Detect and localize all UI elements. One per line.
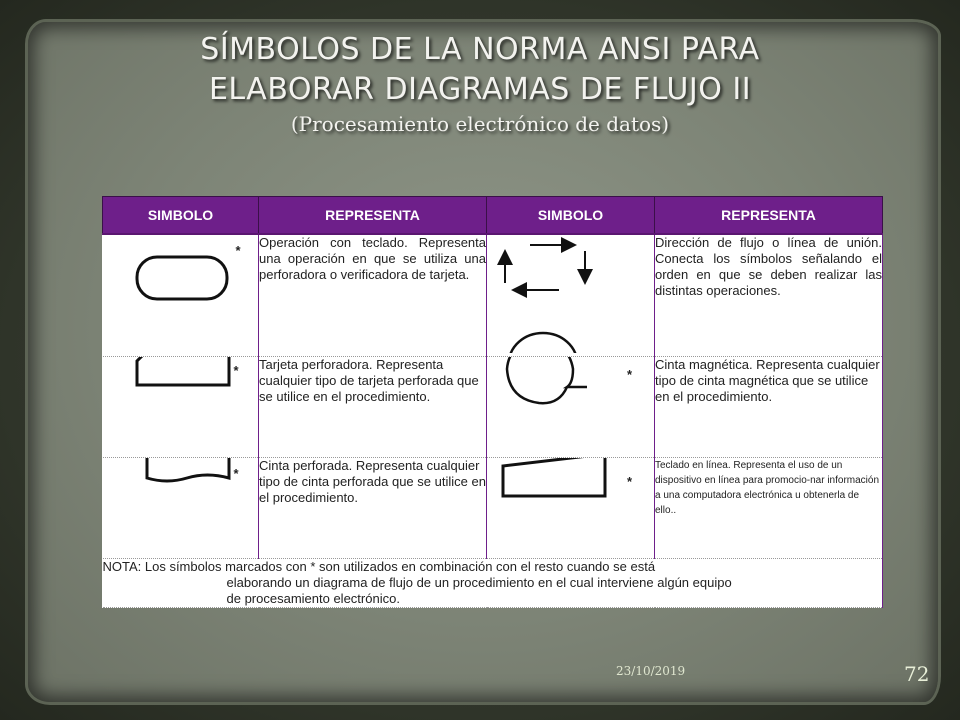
table-row [103,458,883,559]
symbol-cell [103,357,259,458]
description-cell: Dirección de flujo o línea de unión. Conecta los símbolos señalando el orden en que se deben realizar las distintas operaciones. [655,234,883,357]
slide-page-number: 72 [904,662,930,686]
description-cell: Cinta perforada. Representa cualquier tipo de cinta perforada que se utilice en el procedimiento. [259,458,487,559]
flow-direction-symbol [487,235,655,353]
note-cell [103,559,883,608]
ansi-symbols-table [102,196,883,608]
online-keyboard-symbol [487,458,655,542]
electronic-marker: * [233,466,239,481]
note-line: de procesamiento electrónico. [226,591,400,606]
slide-title-line1: SÍMBOLOS DE LA NORMA ANSI PARA [200,32,760,67]
symbol-cell [487,234,655,357]
table-row [103,357,883,458]
header-representa-1: REPRESENTA [259,197,487,235]
slide-title-line2: ELABORAR DIAGRAMAS DE FLUJO II [208,72,752,107]
electronic-marker: * [235,243,241,258]
description-cell: Tarjeta perforadora. Representa cualquier tipo de tarjeta perforada que se utilice en el procedimiento. [259,357,487,458]
description-cell: Operación con teclado. Representa una operación en que se utiliza una perforadora o verificadora de tarjeta. [259,234,487,357]
symbol-cell [487,357,655,458]
electronic-marker: * [233,363,239,378]
table-row [103,234,883,357]
symbol-cell [103,458,259,559]
symbol-cell [487,458,655,559]
description-cell: Cinta magnética. Representa cualquier tipo de cinta magnética que se utilice en el procedimiento. [655,357,883,458]
note-line: elaborando un diagrama de flujo de un procedimiento en el cual interviene algún equipo [226,575,732,590]
header-simbolo-2: SIMBOLO [487,197,655,235]
note-line: NOTA: Los símbolos marcados con * son utilizados en combinación con el resto cuando se está [102,559,656,574]
slide-subtitle: (Procesamiento electrónico de datos) [290,112,670,136]
note-row [103,559,883,608]
electronic-marker: * [627,367,633,382]
symbol-cell [103,234,259,357]
header-simbolo-1: SIMBOLO [103,197,259,235]
slide-date: 23/10/2019 [616,664,686,678]
table-header-row [103,197,883,235]
header-representa-2: REPRESENTA [655,197,883,235]
electronic-marker: * [627,474,633,489]
description-cell: Teclado en línea. Representa el uso de un dispositivo en línea para promocio-nar información a una computadora electrónica u obtenerla de ello.. [655,458,883,559]
